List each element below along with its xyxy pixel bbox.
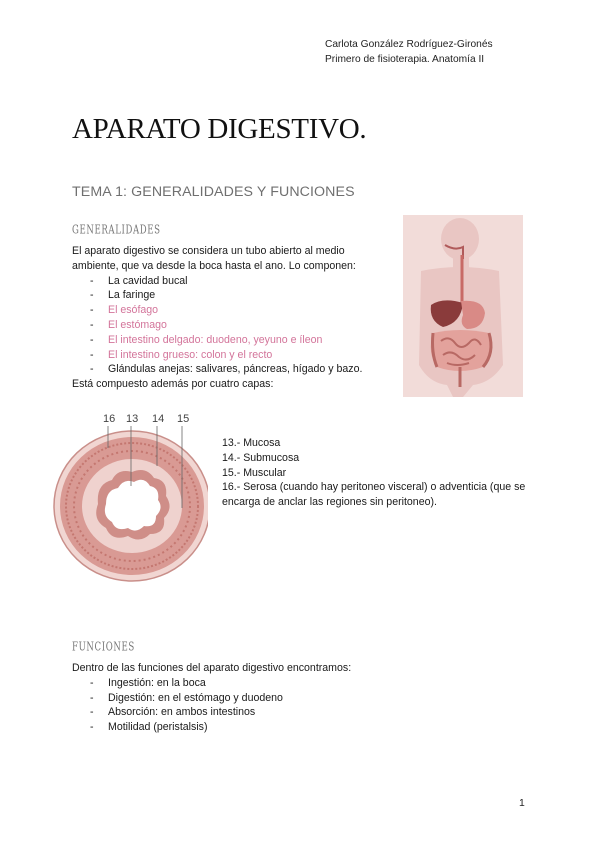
- author-name: Carlota González Rodríguez-Gironés: [325, 39, 493, 50]
- list-item: - El estómago: [72, 318, 382, 333]
- layers-list: [222, 436, 532, 510]
- list-item: - Absorción: en ambos intestinos: [72, 705, 492, 720]
- layer-item: 14.- Submucosa: [222, 451, 300, 464]
- label-15: 15: [177, 413, 190, 425]
- digestive-wall-cross-section: [40, 408, 208, 586]
- label-13: 13: [126, 413, 139, 425]
- topic-heading: TEMA 1: GENERALIDADES Y FUNCIONES: [72, 184, 355, 200]
- funciones-section: [72, 661, 492, 735]
- organ-list: [72, 274, 382, 378]
- generalidades-heading: GENERALIDADES: [72, 224, 161, 238]
- list-item: - Glándulas anejas: salivares, páncreas, hígado y bazo.: [72, 362, 382, 377]
- list-item: - El intestino grueso: colon y el recto: [72, 348, 382, 363]
- list-item: - Ingestión: en la boca: [72, 676, 492, 691]
- list-item: - La cavidad bucal: [72, 274, 382, 289]
- page-number: 1: [519, 798, 525, 809]
- generalidades-closing: Está compuesto además por cuatro capas:: [72, 378, 274, 391]
- function-list: [72, 676, 492, 735]
- list-item: - La faringe: [72, 288, 382, 303]
- layer-item: 16.- Serosa (cuando hay peritoneo visceral) o adventicia (que se encarga de anclar las regiones sin peritoneo).: [222, 481, 526, 509]
- list-item: - El esófago: [72, 303, 382, 318]
- layer-item: 13.- Mucosa: [222, 437, 281, 449]
- header-meta: [325, 37, 493, 67]
- list-item: - Digestión: en el estómago y duodeno: [72, 691, 492, 706]
- funciones-intro: Dentro de las funciones del aparato digestivo encontramos:: [72, 662, 352, 674]
- funciones-heading: FUNCIONES: [72, 641, 135, 655]
- digestive-system-figure: [403, 215, 523, 397]
- document-title: APARATO DIGESTIVO.: [72, 113, 367, 145]
- digestive-system-drawing: [403, 215, 523, 397]
- list-item: - El intestino delgado: duodeno, yeyuno e íleon: [72, 333, 382, 348]
- course-name: Primero de fisioterapia. Anatomía II: [325, 54, 485, 65]
- list-item: - Motilidad (peristalsis): [72, 720, 492, 735]
- label-14: 14: [152, 413, 165, 425]
- label-16: 16: [103, 413, 116, 425]
- generalidades-intro: El aparato digestivo se considera un tubo abierto al medio ambiente, que va desde la boca hasta el ano. Lo componen:: [72, 245, 356, 272]
- layer-item: 15.- Muscular: [222, 466, 287, 479]
- generalidades-section: [72, 244, 382, 392]
